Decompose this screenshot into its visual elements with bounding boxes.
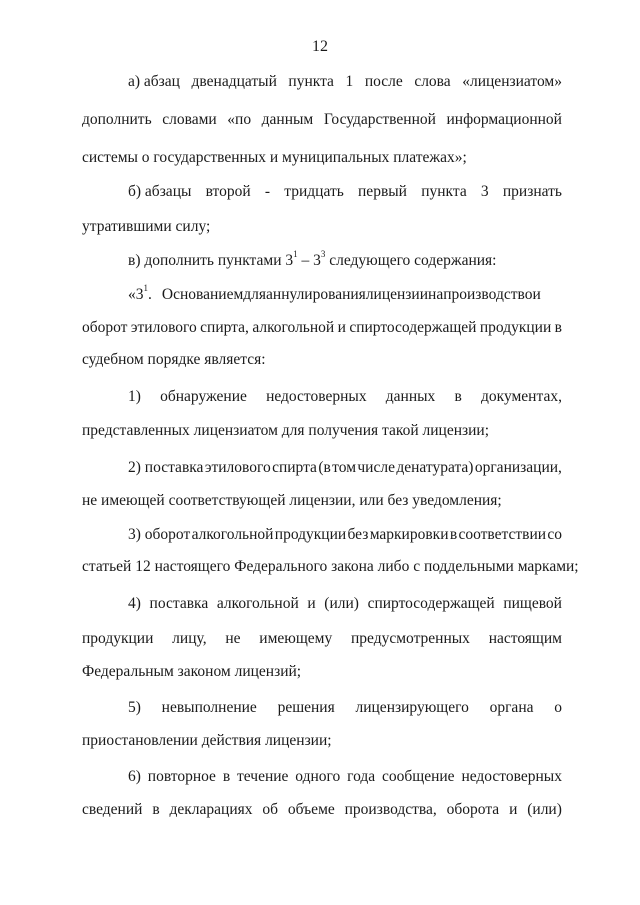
word: «лицензиатом»	[462, 73, 562, 90]
text-fragment: «3	[128, 286, 144, 303]
page-number: 12	[312, 38, 328, 55]
text-line	[82, 110, 562, 130]
text-line	[128, 182, 562, 202]
word: этилового	[130, 319, 197, 336]
word: соответствии	[458, 526, 547, 543]
word: алкогольной	[252, 319, 335, 336]
word: (в	[318, 459, 331, 476]
word: пункта	[288, 73, 334, 90]
text-fragment: в) дополнить пунктами 3	[128, 252, 294, 269]
word: для	[243, 286, 267, 303]
word: в	[554, 319, 562, 336]
text-line	[128, 248, 608, 271]
word: 2) поставка	[128, 459, 204, 476]
text-line: приостановлении действия лицензии;	[82, 732, 332, 749]
word: 3	[480, 183, 489, 200]
word: на	[428, 286, 444, 303]
word: лицензирующего	[355, 699, 469, 716]
word: продукции	[274, 526, 347, 543]
text-fragment: .	[148, 286, 152, 303]
word: (или)	[527, 801, 562, 818]
word: пищевой	[503, 595, 562, 612]
word: поставка	[149, 595, 209, 612]
word: Государственной	[323, 111, 436, 128]
word: спиртосодержащей	[349, 319, 477, 336]
word: 3) оборот	[128, 526, 191, 543]
word: в	[454, 388, 462, 405]
word: недостоверных	[461, 768, 562, 785]
word: недостоверных	[266, 388, 367, 405]
text-fragment	[162, 285, 562, 305]
word: спиртосодержащей	[367, 595, 495, 612]
word: предусмотренных	[351, 630, 470, 647]
text-fragment: – 3	[297, 252, 321, 269]
word: слова	[414, 73, 451, 90]
word: продукции	[479, 319, 552, 336]
word: производства,	[344, 801, 437, 818]
word: информационной	[446, 111, 562, 128]
word: Основанием	[161, 286, 244, 303]
word: аннулирования	[266, 286, 366, 303]
word: 5)	[128, 699, 141, 716]
word: пункта	[421, 183, 467, 200]
word: том	[332, 459, 357, 476]
word: организации,	[474, 459, 562, 476]
word: производство	[443, 286, 533, 303]
superscript: 1	[293, 248, 298, 259]
word: органа	[489, 699, 534, 716]
word: маркировки	[369, 526, 449, 543]
text-line	[82, 800, 562, 820]
word: б) абзацы	[128, 183, 192, 200]
word: в	[449, 526, 458, 543]
word: повторное	[147, 768, 216, 785]
text-line: представленных лицензиатом для получения такой лицензии;	[82, 422, 490, 439]
word: в	[222, 768, 231, 785]
word: без	[347, 526, 369, 543]
text-line: статьей 12 настоящего Федерального закона либо с поддельными марками;	[82, 558, 579, 575]
word: не	[225, 630, 241, 647]
word: решения	[277, 699, 335, 716]
word: и	[509, 801, 518, 818]
word: продукции	[82, 630, 154, 647]
word: сведений	[82, 801, 143, 818]
word: лицензии	[365, 286, 429, 303]
word: оборот	[82, 319, 128, 336]
text-fragment: следующего содержания:	[325, 252, 497, 269]
word: декларациях	[169, 801, 253, 818]
text-line	[128, 282, 562, 305]
text-line: утратившими силу;	[82, 218, 211, 235]
word: признать	[502, 183, 562, 200]
word: дополнить	[82, 111, 152, 128]
text-line	[128, 458, 562, 478]
superscript: 1	[143, 282, 148, 293]
word: 1	[345, 73, 354, 90]
word: числе	[357, 459, 395, 476]
text-line	[128, 594, 562, 614]
word: течение	[237, 768, 289, 785]
word: алкогольной	[216, 595, 299, 612]
text-line: не имеющей соответствующей лицензии, или без уведомления;	[82, 492, 502, 509]
text-line	[82, 629, 562, 649]
word: после	[364, 73, 403, 90]
word: невыполнение	[161, 699, 257, 716]
word: оборота	[446, 801, 500, 818]
word: тридцать	[284, 183, 344, 200]
word: одного	[295, 768, 341, 785]
word: лицу,	[172, 630, 207, 647]
word: настоящим	[488, 630, 562, 647]
text-line	[128, 767, 562, 787]
word: алкогольной	[191, 526, 274, 543]
word: имеющему	[259, 630, 333, 647]
text-line	[128, 698, 562, 718]
text-line	[128, 387, 562, 407]
word: 6)	[128, 768, 141, 785]
text-line: судебном порядке является:	[82, 351, 266, 368]
word: 4)	[128, 595, 141, 612]
word: данных	[385, 388, 436, 405]
word: двенадцатый	[191, 73, 277, 90]
word: и	[532, 286, 541, 303]
word: а) абзац	[128, 73, 180, 90]
text-line: системы о государственных и муниципальных платежах»;	[82, 149, 467, 166]
word: и	[307, 595, 316, 612]
word: 1)	[128, 388, 141, 405]
word: и	[337, 319, 346, 336]
word: -	[264, 183, 271, 200]
word: данным	[261, 111, 314, 128]
text-line	[128, 72, 562, 92]
superscript: 3	[320, 248, 326, 259]
word: первый	[358, 183, 407, 200]
text-line	[82, 318, 562, 338]
word: года	[347, 768, 376, 785]
word: объеме	[287, 801, 335, 818]
text-line: Федеральным законом лицензий;	[82, 663, 302, 680]
word: второй	[205, 183, 251, 200]
text-fragment	[128, 282, 152, 305]
word: денатурата)	[396, 459, 474, 476]
word: спирта,	[200, 319, 249, 336]
word: об	[262, 801, 279, 818]
word: в	[152, 801, 160, 818]
word: этилового	[204, 459, 271, 476]
word: словами	[162, 111, 217, 128]
word: спирта	[272, 459, 317, 476]
word: обнаружение	[160, 388, 247, 405]
word: о	[554, 699, 562, 716]
text-line	[128, 525, 562, 545]
word: «по	[227, 111, 252, 128]
word: сообщение	[382, 768, 455, 785]
word: (или)	[324, 595, 359, 612]
word: документах,	[481, 388, 562, 405]
word: со	[547, 526, 562, 543]
